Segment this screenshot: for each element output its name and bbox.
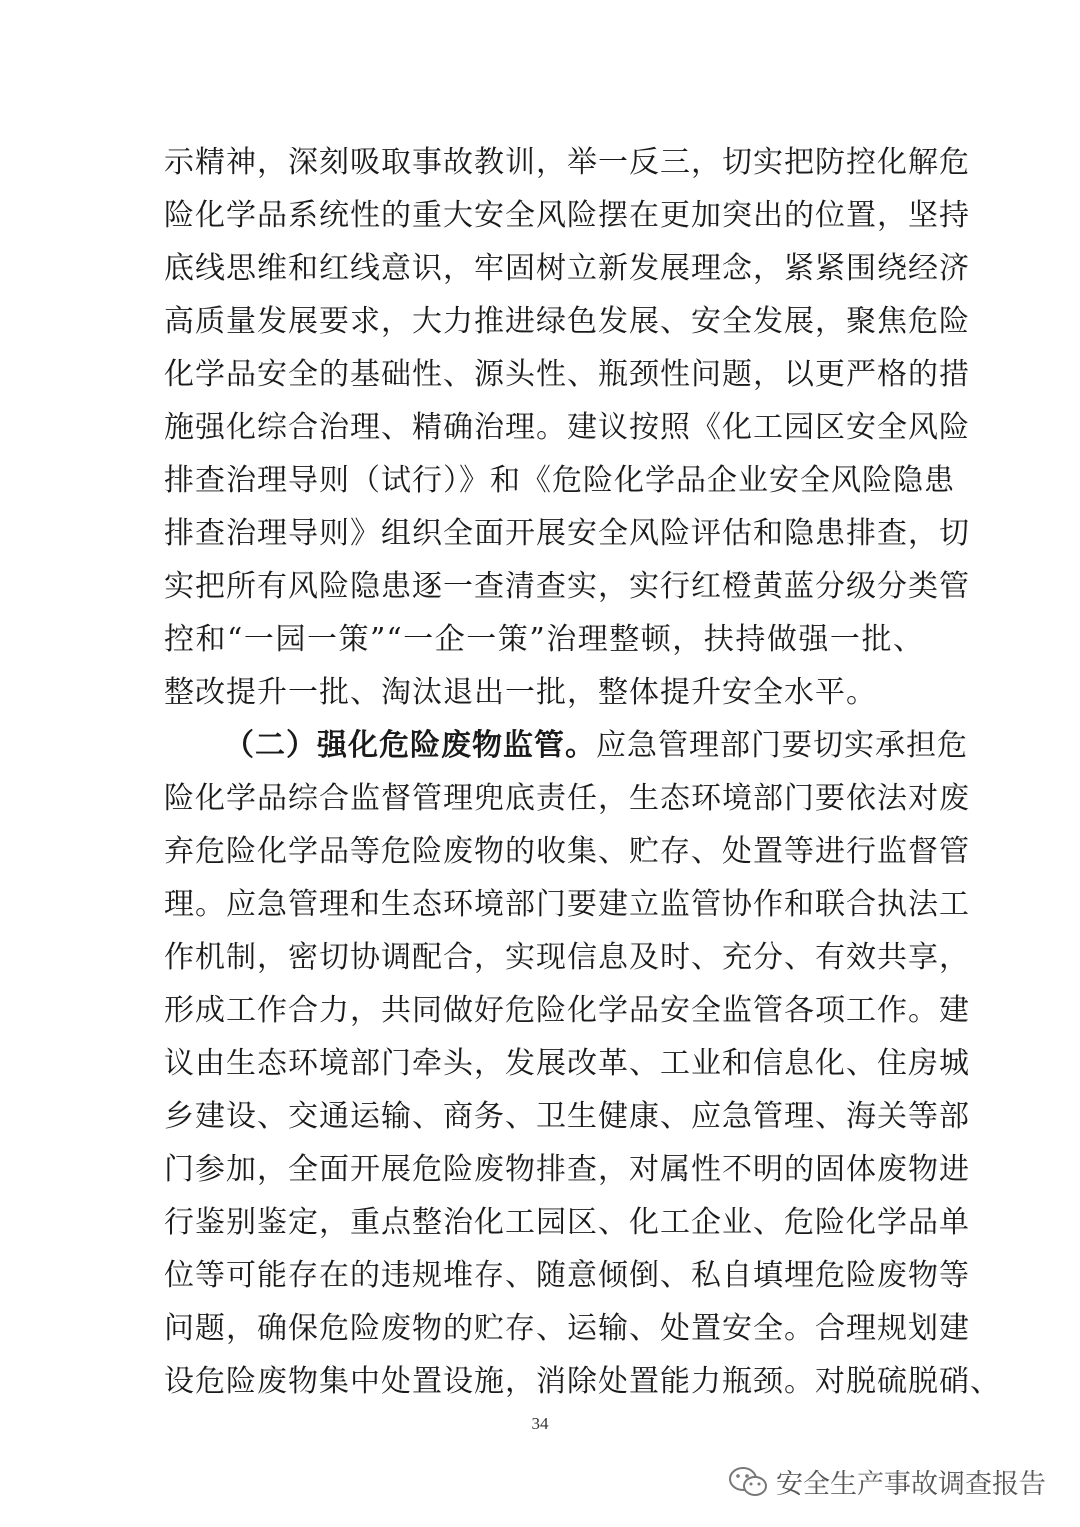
document-body bbox=[164, 136, 1001, 1408]
text-line: 问题，确保危险废物的贮存、运输、处置安全。合理规划建 bbox=[164, 1311, 970, 1346]
text-line: 议由生态环境部门牵头，发展改革、工业和信息化、住房城 bbox=[164, 1046, 970, 1081]
text-line: 施强化综合治理、精确治理。建议按照《化工园区安全风险 bbox=[164, 410, 970, 445]
section-first-line-text: 应急管理部门要切实承担危 bbox=[596, 728, 968, 763]
text-line: 底线思维和红线意识，牢固树立新发展理念，紧紧围绕经济 bbox=[164, 251, 970, 286]
text-line: 位等可能存在的违规堆存、随意倾倒、私自填埋危险废物等 bbox=[164, 1258, 970, 1293]
text-line: 理。应急管理和生态环境部门要建立监管协作和联合执法工 bbox=[164, 887, 970, 922]
text-line: 排查治理导则》组织全面开展安全风险评估和隐患排查，切 bbox=[164, 516, 970, 551]
section-heading: （二）强化危险废物监管。 bbox=[224, 728, 596, 763]
text-line: 形成工作合力，共同做好危险化学品安全监管各项工作。建 bbox=[164, 993, 970, 1028]
text-line: 实把所有风险隐患逐一查清查实，实行红橙黄蓝分级分类管 bbox=[164, 569, 970, 604]
text-line: 门参加，全面开展危险废物排查，对属性不明的固体废物进 bbox=[164, 1152, 970, 1187]
text-line: 排查治理导则（试行）》和《危险化学品企业安全风险隐患 bbox=[164, 463, 955, 498]
watermark bbox=[728, 1462, 1046, 1501]
text-line: 险化学品综合监督管理兜底责任，生态环境部门要依法对废 bbox=[164, 781, 970, 816]
text-line: 高质量发展要求，大力推进绿色发展、安全发展，聚焦危险 bbox=[164, 304, 970, 339]
text-line: 整改提升一批、淘汰退出一批，整体提升安全水平。 bbox=[164, 675, 877, 710]
text-line: 行鉴别鉴定，重点整治化工园区、化工企业、危险化学品单 bbox=[164, 1205, 970, 1240]
text-line: 作机制，密切协调配合，实现信息及时、充分、有效共享， bbox=[164, 940, 970, 975]
page-number: 34 bbox=[531, 1414, 549, 1433]
text-line: 示精神，深刻吸取事故教训，举一反三，切实把防控化解危 bbox=[164, 145, 970, 180]
wechat-icon bbox=[728, 1465, 768, 1499]
text-line: 险化学品系统性的重大安全风险摆在更加突出的位置，坚持 bbox=[164, 198, 970, 233]
paragraph-2 bbox=[164, 719, 1001, 1408]
text-line: 设危险废物集中处置设施，消除处置能力瓶颈。对脱硫脱硝、 bbox=[164, 1364, 1001, 1399]
text-line: 弃危险化学品等危险废物的收集、贮存、处置等进行监督管 bbox=[164, 834, 970, 869]
text-line: 化学品安全的基础性、源头性、瓶颈性问题，以更严格的措 bbox=[164, 357, 970, 392]
section-first-line bbox=[164, 719, 968, 772]
text-line: 控和“一园一策”“一企一策”治理整顿，扶持做强一批、 bbox=[164, 622, 924, 657]
watermark-text: 安全生产事故调查报告 bbox=[776, 1469, 1046, 1500]
paragraph-1 bbox=[164, 136, 970, 719]
text-line: 乡建设、交通运输、商务、卫生健康、应急管理、海关等部 bbox=[164, 1099, 970, 1134]
